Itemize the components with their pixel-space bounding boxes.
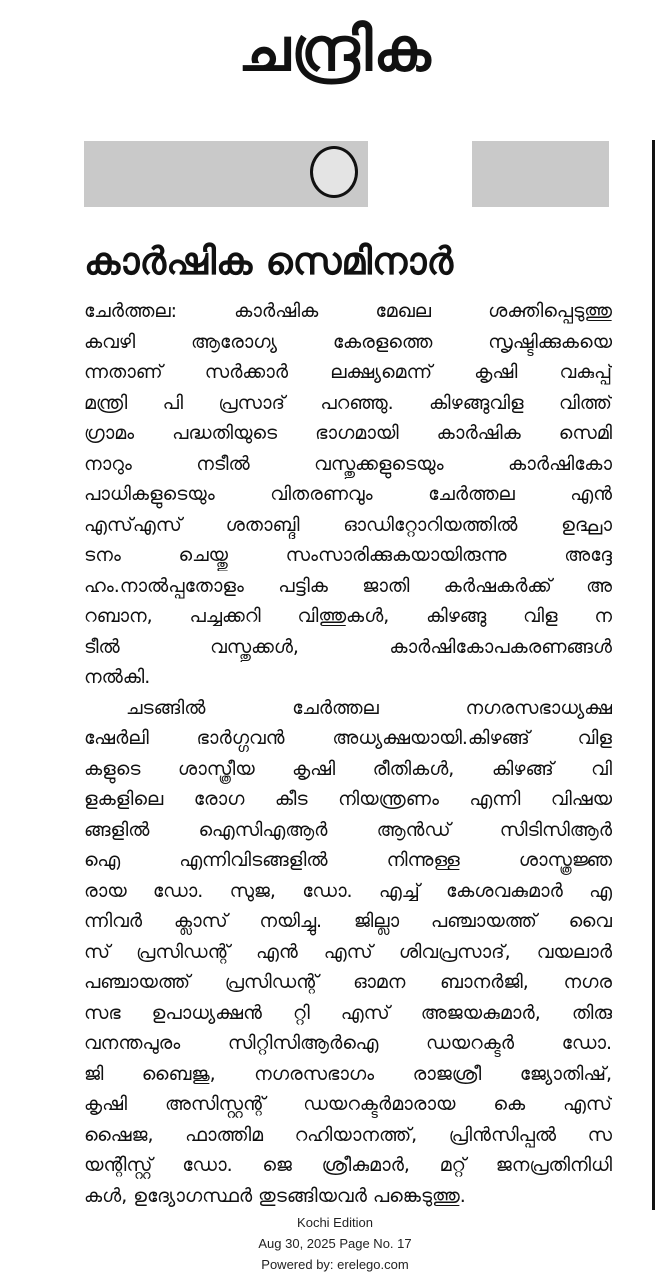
- article-paragraph-1: [84, 296, 612, 693]
- masthead: [0, 0, 670, 100]
- article-line: ടനം ചെയ്തു സംസാരിക്കുകയായിരുന്നു അദ്ദേ: [84, 544, 612, 566]
- article-line: കളുടെ ശാസ്ത്രീയ കൃഷി രീതികൾ, കിഴങ്ങ് വി: [84, 757, 612, 780]
- article-line: ഷൈജ, ഫാത്തിമ റഹിയാനത്ത്, പ്രിൻസിപ്പൽ സ: [84, 1123, 612, 1146]
- article-body: [84, 296, 612, 1211]
- article-line: രായ ഡോ. സുജ, ഡോ. എച്ച് കേശവകുമാർ എ: [84, 879, 612, 902]
- article-line: സ് പ്രസിഡന്റ് എൻ എസ് ശിവപ്രസാദ്, വയലാർ: [84, 940, 612, 963]
- article-line: പാധികളുടെയും വിതരണവും ചേർത്തല എൻ: [84, 483, 612, 505]
- edition-label: Kochi Edition: [297, 1215, 373, 1230]
- column-divider: [652, 140, 655, 1210]
- article-line: റബാന, പച്ചക്കറി വിത്തുകൾ, കിഴങ്ങു വിള ന: [84, 605, 612, 627]
- article-line: പഞ്ചായത്ത് പ്രസിഡന്റ് ഓമന ബാനർജി, നഗര: [84, 971, 612, 993]
- date-page-label: Aug 30, 2025 Page No. 17: [258, 1236, 412, 1251]
- article-line: ചേർത്തല: കാർഷിക മേഖല ശക്തിപ്പെടുത്തു: [84, 300, 612, 322]
- rule-bar-gap: [368, 141, 472, 207]
- article-line: ഹം.നാൽപ്പതോളം പട്ടിക ജാതി കർഷകർക്ക് അ: [84, 574, 612, 597]
- powered-by-label: Powered by: erelego.com: [261, 1257, 409, 1272]
- article-line: ന്നിവർ ക്ലാസ് നയിച്ചു. ജില്ലാ പഞ്ചായത്ത് വൈ: [84, 910, 612, 932]
- article-line: ഗ്രാമം പദ്ധതിയുടെ ഭാഗമായി കാർഷിക സെമി: [84, 422, 612, 444]
- article-line: നാറും നടീൽ വസ്തുക്കളുടെയും കാർഷികോ: [84, 452, 612, 475]
- article-paragraph-2: [84, 693, 612, 1212]
- article-line: ചടങ്ങിൽ ചേർത്തല നഗരസഭാധ്യക്ഷ: [126, 696, 612, 719]
- article-line: വനന്തപുരം സിറ്റിസിആർഐ ഡയറക്ടർ ഡോ.: [84, 1032, 612, 1054]
- article-line: മന്ത്രി പി പ്രസാദ് പറഞ്ഞു. കിഴങ്ങുവിള വിത്ത്: [84, 391, 612, 414]
- article-line: കൃഷി അസിസ്റ്റന്റ് ഡയറക്ടർമാരായ കെ എസ്: [84, 1093, 612, 1115]
- article-line: ന്നതാണ് സർക്കാർ ലക്ഷ്യമെന്ന് കൃഷി വകുപ്പ്: [84, 361, 612, 383]
- page-footer: [0, 1212, 670, 1275]
- article-line: എസ്എസ് ശതാബ്ദി ഓഡിറ്റോറിയത്തിൽ ഉദ്ഘാ: [84, 513, 612, 536]
- article-line: ടീൽ വസ്തുക്കൾ, കാർഷികോപകരണങ്ങൾ: [84, 635, 612, 658]
- article-line: സഭ ഉപാധ്യക്ഷൻ റ്റി എസ് അജയകുമാർ, തിരു: [84, 1001, 612, 1024]
- newspaper-logo-title: ചന്ദ്രിക: [238, 15, 432, 85]
- article-line: കൾ, ഉദ്യോഗസ്ഥർ തുടങ്ങിയവർ പങ്കെടുത്തു.: [84, 1184, 466, 1207]
- article-line: ളകളിലെ രോഗ കീട നിയന്ത്രണം എന്നി വിഷയ: [84, 788, 612, 810]
- article-line: നൽകി.: [84, 666, 151, 688]
- article-headline: കാർഷിക സെമിനാർ: [84, 239, 454, 283]
- article-line: ഷേർലി ഭാർഗ്ഗവൻ അധ്യക്ഷയായി.കിഴങ്ങ് വിള: [84, 727, 612, 749]
- article-line: യന്റിസ്റ്റ് ഡോ. ജെ ശ്രീകുമാർ, മറ്റ് ജനപ്രതിനിധി: [84, 1154, 612, 1176]
- article-line: ങ്ങളിൽ ഐസിഎആർ ആൻഡ് സിടിസിആർ: [84, 818, 612, 841]
- article-line: ഐ എന്നിവിടങ്ങളിൽ നിന്നുള്ള ശാസ്ത്രജ്ഞ: [84, 849, 612, 871]
- circle-emblem-icon: [310, 146, 358, 198]
- article-line: കവഴി ആരോഗ്യ കേരളത്തെ സൃഷ്ടിക്കുകയെ: [84, 330, 612, 353]
- article-line: ജി ബൈജു, നഗരസഭാഗം രാജശ്രീ ജ്യോതിഷ്,: [84, 1062, 612, 1085]
